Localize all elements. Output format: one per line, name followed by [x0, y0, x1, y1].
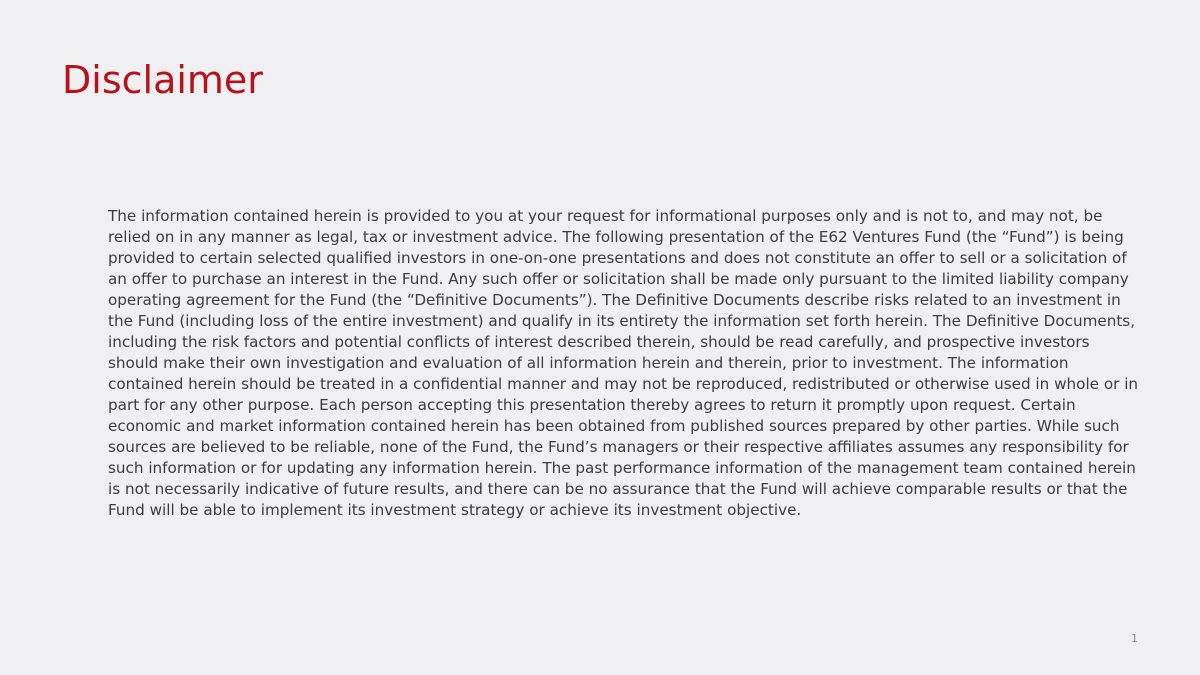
- page-number: 1: [1131, 632, 1138, 645]
- disclaimer-body: The information contained herein is provided to you at your request for informational purposes only and is not to, and may not, be relied on in any manner as legal, tax or investment advice. The following presentation of the E62 Ventures Fund (the “Fund”) is being provided to certain selected qualified investors in one-on-one presentations and does not constitute an offer to sell or a solicitation of an offer to purchase an interest in the Fund. Any such offer or solicitation shall be made only pursuant to the limited liability company operating agreement for the Fund (the “Definitive Documents”). The Definitive Documents describe risks related to an investment in the Fund (including loss of the entire investment) and qualify in its entirety the information set forth herein. The Definitive Documents, including the risk factors and potential conflicts of interest described therein, should be read carefully, and prospective investors should make their own investigation and evaluation of all information herein and therein, prior to investment. The information contained herein should be treated in a confidential manner and may not be reproduced, redistributed or otherwise used in whole or in part for any other purpose. Each person accepting this presentation thereby agrees to return it promptly upon request. Certain economic and market information contained herein has been obtained from published sources prepared by other parties. While such sources are believed to be reliable, none of the Fund, the Fund’s managers or their respective affiliates assumes any responsibility for such information or for updating any information herein. The past performance information of the management team contained herein is not necessarily indicative of future results, and there can be no assurance that the Fund will achieve comparable results or that the Fund will be able to implement its investment strategy or achieve its investment objective.: [108, 207, 1139, 519]
- slide-title: Disclaimer: [62, 58, 263, 102]
